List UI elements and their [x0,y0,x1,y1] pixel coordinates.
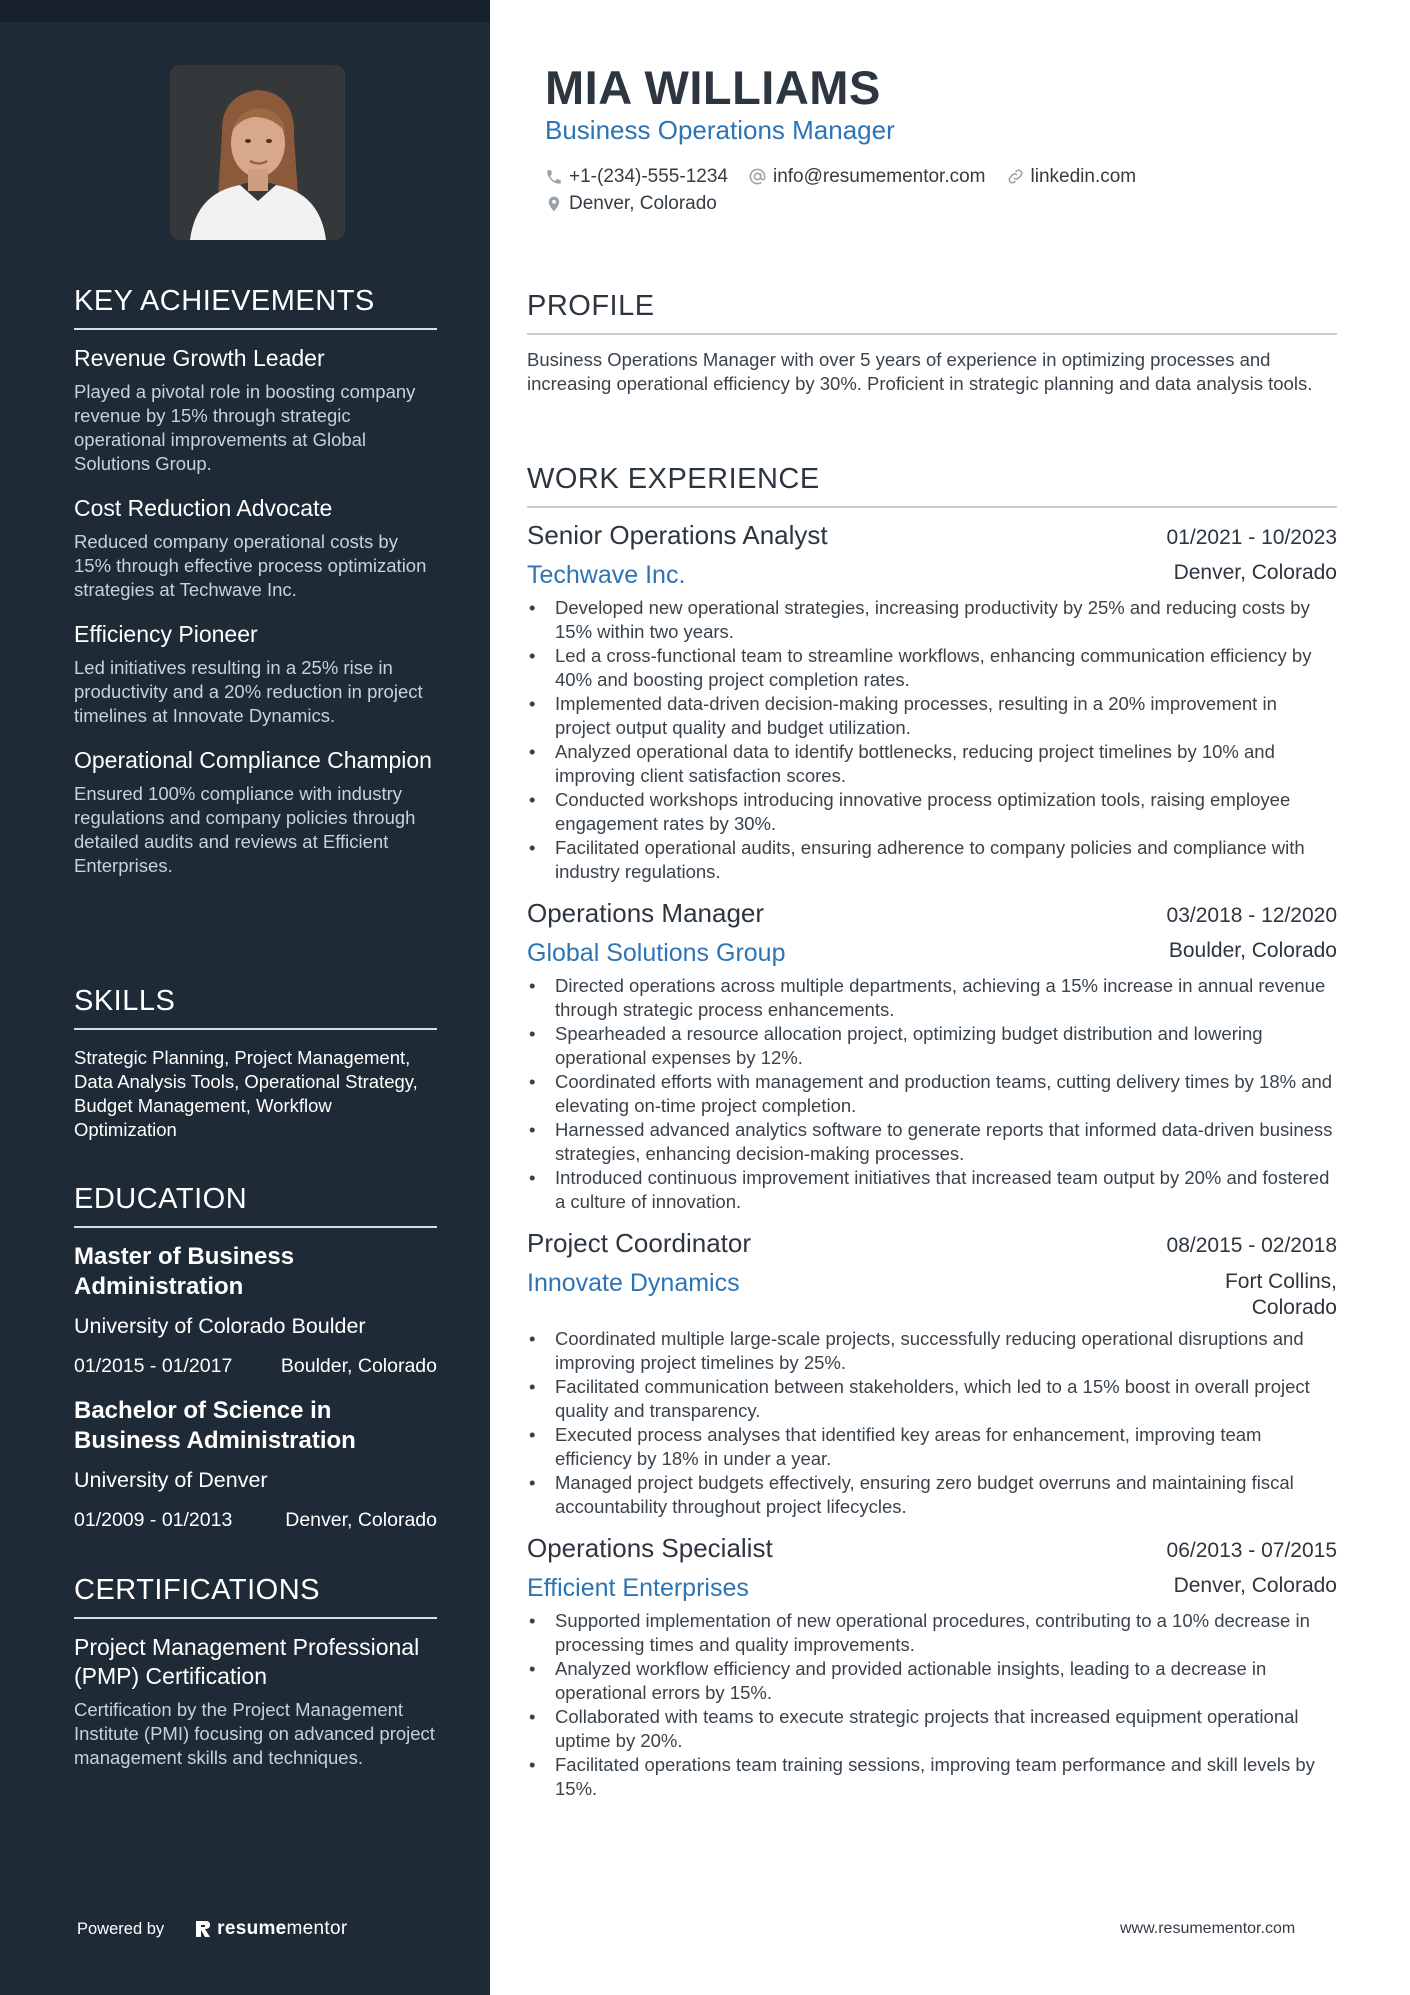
job-bullet: • Managed project budgets effectively, ensuring zero budget overruns and maintaining fiscal accountability throughout project lifecycles. [527,1471,1337,1519]
achievement-title: Efficiency Pioneer [74,621,258,647]
profile-heading: PROFILE [527,290,1337,335]
sidebar [0,0,490,1995]
achievement-desc: Led initiatives resulting in a 25% rise in productivity and a 20% reduction in project timelines at Innovate Dynamics. [74,657,423,726]
resumementor-logo-icon [194,1919,212,1939]
achievement-title: Operational Compliance Champion [74,747,432,773]
education-meta [74,1355,437,1378]
location-pin-icon [545,195,563,213]
achievement-desc: Ensured 100% compliance with industry regulations and company policies through detailed audits and reviews at Efficient Enterprises. [74,783,416,876]
contact-info [545,163,1156,217]
job-entry [527,898,1337,1214]
certification-title: Project Management Professional (PMP) Certification [74,1634,420,1689]
job-bullet: • Conducted workshops introducing innovative process optimization tools, raising employee engagement rates by 30%. [527,788,1337,836]
education-heading: EDUCATION [74,1183,437,1228]
skills-heading: SKILLS [74,985,437,1030]
achievement-title: Revenue Growth Leader [74,345,325,371]
brand-bold: resume [217,1918,287,1939]
candidate-name: MIA WILLIAMS [545,61,881,114]
job-bullet: • Directed operations across multiple departments, achieving a 15% increase in annual revenue through strategic process enhancements. [527,974,1337,1022]
powered-by [77,1918,347,1940]
job-title: Project Coordinator [527,1228,751,1258]
experience-section [527,463,1337,1801]
phone-contact[interactable] [545,166,728,188]
job-bullet: • Collaborated with teams to execute strategic projects that increased equipment operational uptime by 20%. [527,1705,1337,1753]
job-bullets [527,974,1337,1214]
job-company: Global Solutions Group [527,939,786,967]
education-school: University of Colorado Boulder [74,1314,366,1338]
job-company: Efficient Enterprises [527,1574,749,1602]
certifications-section [74,1574,437,1770]
job-bullet: • Coordinated multiple large-scale projects, successfully reducing operational disruptions and improving project timelines by 25%. [527,1327,1337,1375]
job-bullet: • Led a cross-functional team to streamline workflows, enhancing communication efficiency by 40% and boosting project completion rates. [527,644,1337,692]
sidebar-top-bar [0,0,490,22]
job-location: Boulder, Colorado [1168,939,1337,962]
job-bullet: • Implemented data-driven decision-making processes, resulting in a 20% improvement in project output quality and budget utilization. [527,692,1337,740]
certification-desc: Certification by the Project Management Institute (PMI) focusing on advanced project management skills and techniques. [74,1699,435,1768]
job-dates: 08/2015 - 02/2018 [1166,1234,1337,1257]
job-company: Innovate Dynamics [527,1269,740,1297]
job-title: Operations Specialist [527,1533,773,1563]
job-bullet: • Introduced continuous improvement initiatives that increased team output by 20% and fostered a culture of innovation. [527,1166,1337,1214]
email-contact[interactable] [748,166,986,188]
job-title: Senior Operations Analyst [527,520,828,550]
job-dates: 06/2013 - 07/2015 [1166,1539,1337,1562]
link-icon [1006,167,1025,186]
job-entry [527,1228,1337,1519]
job-dates: 01/2021 - 10/2023 [1166,526,1337,549]
achievements-section [74,285,437,878]
education-section [74,1183,437,1532]
job-bullet: • Supported implementation of new operational procedures, contributing to a 10% decrease in processing times and quality improvements. [527,1609,1337,1657]
job-bullets [527,1327,1337,1519]
job-bullet: • Executed process analyses that identified key areas for enhancement, improving team efficiency by 18% in under a year. [527,1423,1337,1471]
linkedin-text: linkedin.com [1030,165,1137,187]
job-location: Denver, Colorado [1173,561,1337,584]
job-bullet: • Spearheaded a resource allocation project, optimizing budget distribution and lowering operational expenses by 12%. [527,1022,1337,1070]
skills-list: Strategic Planning, Project Management, Data Analysis Tools, Operational Strategy, Budget Management, Workflow Optimization [74,1047,418,1140]
certifications-heading: CERTIFICATIONS [74,1574,437,1619]
candidate-role: Business Operations Manager [545,115,895,145]
phone-icon [545,168,563,186]
education-school: University of Denver [74,1468,268,1492]
education-dates: 01/2015 - 01/2017 [74,1355,233,1377]
job-company: Techwave Inc. [527,561,686,589]
linkedin-contact[interactable] [1006,166,1137,188]
job-bullet: • Analyzed operational data to identify bottlenecks, reducing project timelines by 10% and improving client satisfaction scores. [527,740,1337,788]
skills-section [74,985,437,1142]
location-contact [545,193,717,215]
job-dates: 03/2018 - 12/2020 [1166,904,1337,927]
achievement-desc: Reduced company operational costs by 15% through effective process optimization strategies at Techwave Inc. [74,531,427,600]
education-dates: 01/2009 - 01/2013 [74,1509,233,1531]
job-bullet: • Coordinated efforts with management and production teams, cutting delivery times by 18% and elevating on-time project completion. [527,1070,1337,1118]
location-text: Denver, Colorado [569,192,717,214]
job-bullet: • Facilitated operational audits, ensuring adherence to company policies and compliance with industry regulations. [527,836,1337,884]
profile-photo [170,65,345,240]
education-degree: Bachelor of Science in Business Administration [74,1397,356,1454]
job-bullet: • Harnessed advanced analytics software to generate reports that informed data-driven business strategies, enhancing decision-making processes. [527,1118,1337,1166]
job-bullets [527,596,1337,884]
profile-section [527,290,1337,396]
job-bullet: • Developed new operational strategies, increasing productivity by 25% and reducing costs by 15% within two years. [527,596,1337,644]
job-bullet: • Facilitated communication between stakeholders, which led to a 15% boost in overall project quality and transparency. [527,1375,1337,1423]
job-bullet: • Facilitated operations team training sessions, improving team performance and skill levels by 15%. [527,1753,1337,1801]
achievement-desc: Played a pivotal role in boosting company revenue by 15% through strategic operational improvements at Global Solutions Group. [74,381,416,474]
education-location: Denver, Colorado [285,1509,437,1531]
profile-summary: Business Operations Manager with over 5 years of experience in optimizing processes and increasing operational efficiency by 30%. Proficient in strategic planning and data analysis tools. [527,349,1313,394]
education-meta [74,1509,437,1532]
email-text: info@resumementor.com [772,165,986,187]
resumementor-logo[interactable] [194,1918,347,1940]
phone-text: +1-(234)-555-1234 [569,165,728,187]
education-location: Boulder, Colorado [280,1355,437,1377]
job-bullets [527,1609,1337,1801]
brand-light: mentor [286,1918,348,1939]
job-entry [527,520,1337,884]
achievement-title: Cost Reduction Advocate [74,495,333,521]
job-location: Fort Collins, Colorado [1224,1270,1337,1319]
footer-url[interactable]: www.resumementor.com [1120,1920,1296,1937]
job-bullet: • Analyzed workflow efficiency and provided actionable insights, leading to a decrease in operational errors by 15%. [527,1657,1337,1705]
education-degree: Master of Business Administration [74,1243,295,1300]
powered-by-label: Powered by [77,1919,165,1938]
achievements-heading: KEY ACHIEVEMENTS [74,285,437,330]
job-title: Operations Manager [527,898,765,928]
job-location: Denver, Colorado [1173,1574,1337,1597]
experience-heading: WORK EXPERIENCE [527,463,1337,508]
job-entry [527,1533,1337,1801]
at-icon [748,167,767,186]
